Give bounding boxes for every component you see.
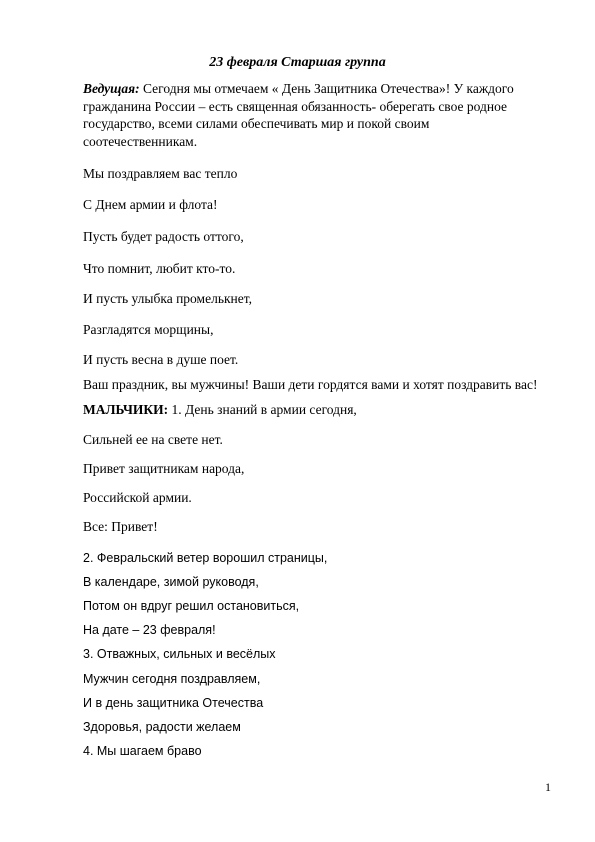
verse-line: 3. Отважных, сильных и весёлых	[83, 647, 276, 661]
verse-line: Разгладятся морщины,	[83, 322, 214, 337]
boys-speaker: МАЛЬЧИКИ:	[83, 402, 169, 417]
verse-line: Мужчин сегодня поздравляем,	[83, 672, 261, 686]
boys-line	[83, 401, 523, 419]
page-title: 23 февраля Старшая группа	[209, 55, 386, 70]
intro-speaker: Ведущая:	[83, 81, 140, 96]
verse-line: 2. Февральский ветер ворошил страницы,	[83, 551, 328, 565]
verse-line: Пусть будет радость оттого,	[83, 229, 244, 244]
verse-line: Мы поздравляем вас тепло	[83, 166, 238, 181]
verse-line: Здоровья, радости желаем	[83, 720, 241, 734]
boys-line: Российской армии.	[83, 490, 192, 505]
boys-line: Привет защитникам народа,	[83, 461, 245, 476]
page-number: 1	[545, 780, 551, 794]
boys-line: Все: Привет!	[83, 519, 158, 534]
verse-line: 4. Мы шагаем браво	[83, 744, 202, 758]
verse-line: И в день защитника Отечества	[83, 696, 264, 710]
closing-line: Ваш праздник, вы мужчины! Ваши дети гордятся вами и хотят поздравить вас!	[83, 377, 538, 392]
verse-line: На дате – 23 февраля!	[83, 623, 216, 637]
intro-paragraph	[83, 80, 523, 150]
verse-line: В календаре, зимой руководя,	[83, 575, 259, 589]
boys-text: 1. День знаний в армии сегодня,	[168, 402, 357, 417]
verse-line: Потом он вдруг решил остановиться,	[83, 599, 300, 613]
verse-line: С Днем армии и флота!	[83, 197, 218, 212]
verse-line: Что помнит, любит кто-то.	[83, 261, 236, 276]
boys-line: Сильней ее на свете нет.	[83, 432, 223, 447]
intro-text: Сегодня мы отмечаем « День Защитника Отечества»! У каждого гражданина России – есть священная обязанность- оберегать свое родное государство, всеми силами обеспечивать мир и покой своим соотечественникам.	[83, 81, 514, 149]
verse-line: И пусть весна в душе поет.	[83, 352, 239, 367]
verse-line: И пусть улыбка промелькнет,	[83, 291, 253, 306]
